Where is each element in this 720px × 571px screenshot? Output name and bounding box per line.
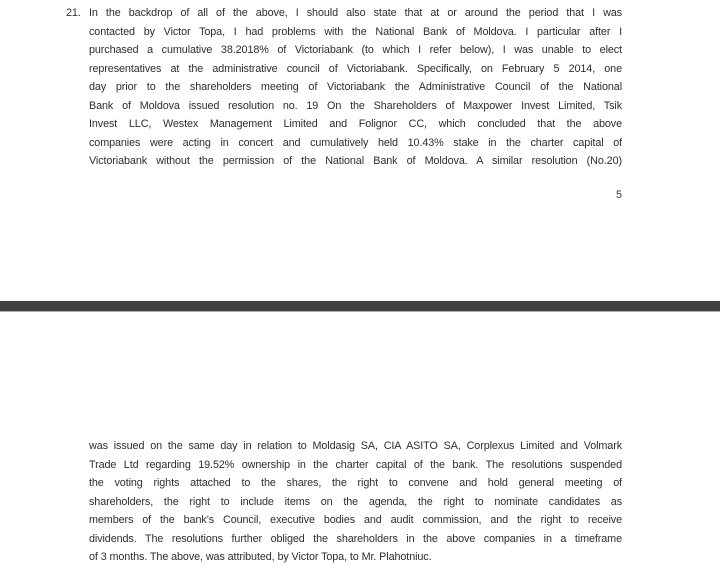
paragraph-21 (89, 4, 622, 171)
paragraph-line: dividends. The resolutions further obliged the shareholders in the above companies in a timeframe (89, 532, 622, 545)
paragraph-line: purchased a cumulative 38.2018% of Victoriabank (to which I refer below), I was unable to elect (89, 44, 622, 57)
paragraph-line: Bank of Moldova issued resolution no. 19 On the Shareholders of Maxpower Invest Limited, Tsik (89, 99, 622, 112)
paragraph-line: Victoriabank without the permission of the National Bank of Moldova. A similar resolution (No.20) (89, 155, 622, 168)
paragraph-line: shareholders, the right to include items on the agenda, the right to nominate candidates as (89, 495, 622, 508)
page-number: 5 (615, 189, 622, 201)
paragraph-line: Trade Ltd regarding 19.52% ownership in the charter capital of the bank. The resolutions suspended (89, 458, 622, 471)
paragraph-line: representatives at the administrative council of Victoriabank. Specifically, on February 5 2014, one (89, 62, 622, 75)
paragraph-line: members of the bank’s Council, executive bodies and audit commission, and the right to receive (89, 514, 622, 527)
page-divider (0, 301, 720, 312)
paragraph-line: the voting rights attached to the shares, the right to convene and hold general meeting of (89, 477, 622, 490)
paragraph-line: day prior to the shareholders meeting of Victoriabank the Administrative Council of the National (89, 81, 622, 94)
paragraph-line: contacted by Victor Topa, I had problems with the National Bank of Moldova. I particular after I (89, 25, 622, 38)
paragraph-line: was issued on the same day in relation to Moldasig SA, CIA ASITO SA, Corplexus Limited and Volmark (89, 440, 622, 452)
paragraph-line: of 3 months. The above, was attributed, by Victor Topa, to Mr. Plahotniuc. (89, 551, 432, 564)
paragraph-line: Invest LLC, Westex Management Limited and Folignor CC, which concluded that the above (89, 118, 622, 131)
continuation-paragraph (89, 437, 622, 567)
list-item-number: 21. (66, 7, 81, 19)
paragraph-line: In the backdrop of all of the above, I should also state that at or around the period that I was (89, 7, 622, 19)
paragraph-line: companies were acting in concert and cumulatively held 10.43% stake in the charter capital of (89, 136, 622, 149)
